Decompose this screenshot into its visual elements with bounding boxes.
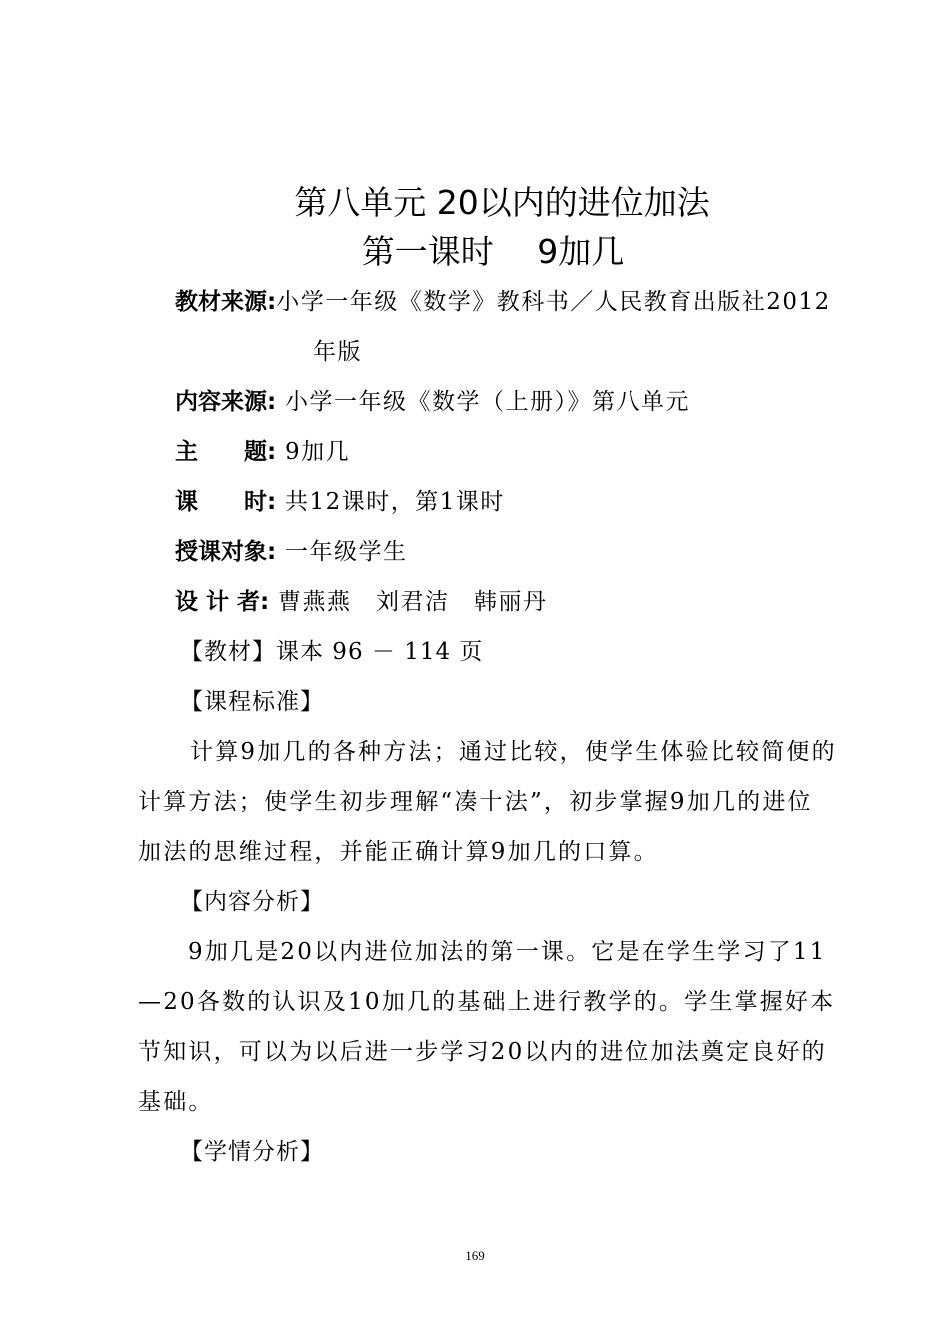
audience-value: 一年级学生 xyxy=(276,539,408,565)
page-number: 169 xyxy=(465,1248,485,1263)
textbook-pages-line: 【教材】课本 96 － 114 页 xyxy=(180,639,484,665)
period-row xyxy=(175,486,505,518)
audience-label: 授课对象: xyxy=(175,539,277,565)
period-label: 课 时: xyxy=(175,489,277,515)
content-source-row xyxy=(175,386,690,418)
content-paragraph-line: 基础。 xyxy=(138,1089,214,1115)
lesson-subtitle: 第一课时 9加几 xyxy=(361,232,625,271)
content-paragraph-line: —20各数的认识及10加几的基础上进行教学的。学生掌握好本 xyxy=(138,989,836,1015)
textbook-source-row xyxy=(175,286,831,318)
designer-row xyxy=(175,586,548,618)
topic-value: 9加几 xyxy=(276,439,351,465)
designer-value: 曹燕燕 刘君洁 韩丽丹 xyxy=(269,589,548,615)
content-analysis-heading: 【内容分析】 xyxy=(180,889,324,915)
audience-row xyxy=(175,536,408,568)
textbook-source-label: 教材来源: xyxy=(175,289,277,315)
document-title: 第八单元 20以内的进位加法 xyxy=(294,183,710,222)
period-value: 共12课时，第1课时 xyxy=(276,489,505,515)
standard-paragraph-line: 加法的思维过程，并能正确计算9加几的口算。 xyxy=(138,839,659,865)
topic-row xyxy=(175,436,350,468)
standard-paragraph-line: 计算9加几的各种方法；通过比较，使学生体验比较简便的 xyxy=(190,739,837,765)
standard-paragraph-line: 计算方法；使学生初步理解“凑十法”，初步掌握9加几的进位 xyxy=(138,789,813,815)
topic-label: 主 题: xyxy=(175,439,277,465)
designer-label: 设 计 者: xyxy=(175,589,270,615)
content-source-label: 内容来源: xyxy=(175,389,277,415)
student-analysis-heading: 【学情分析】 xyxy=(180,1139,324,1165)
content-source-value: 小学一年级《数学（上册）》第八单元 xyxy=(276,389,691,415)
textbook-source-continuation: 年版 xyxy=(313,339,362,365)
curriculum-standard-heading: 【课程标准】 xyxy=(180,689,324,715)
content-paragraph-line: 9加几是20以内进位加法的第一课。它是在学生学习了11 xyxy=(188,939,827,965)
content-paragraph-line: 节知识，可以为以后进一步学习20以内的进位加法奠定良好的 xyxy=(138,1039,827,1065)
textbook-source-value: 小学一年级《数学》教科书／人民教育出版社2012 xyxy=(276,289,831,315)
